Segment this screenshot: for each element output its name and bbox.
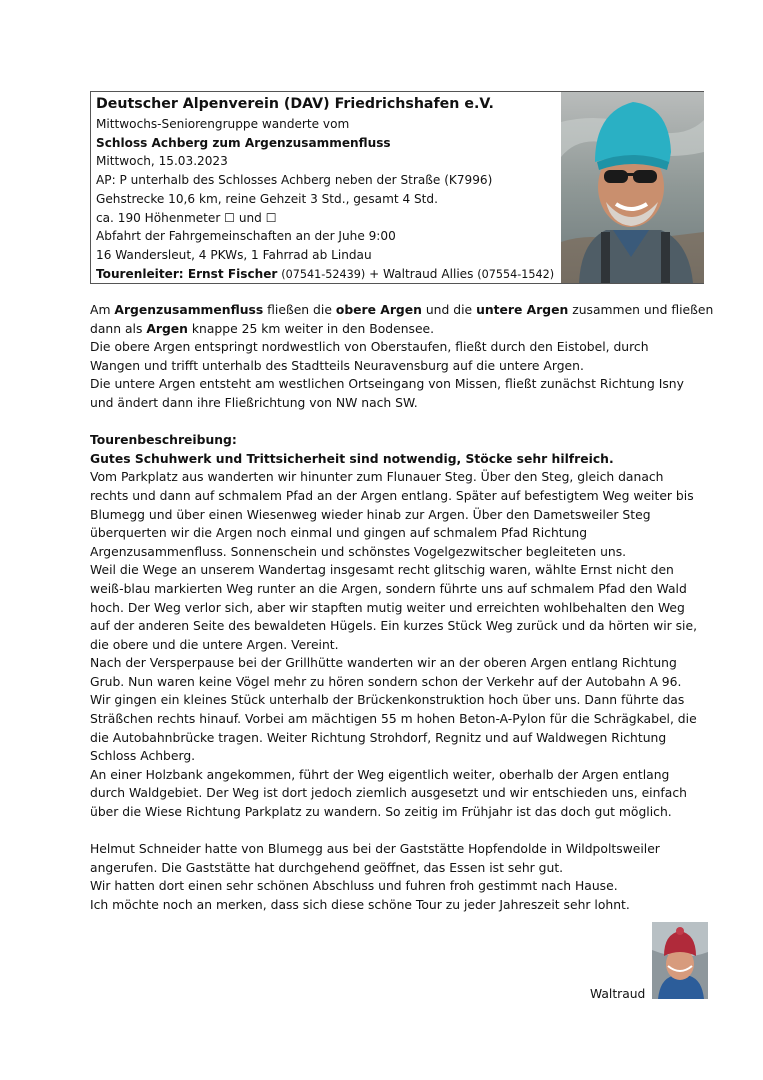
elevation-line: ca. 190 Höhenmeter ☐ und ☐ — [96, 210, 277, 225]
distance-line: Gehstrecke 10,6 km, reine Gehzeit 3 Std., gesamt 4 Std. — [96, 191, 438, 206]
group-line: Mittwochs-Seniorengruppe wanderte vom — [96, 117, 350, 131]
tour-title: Schloss Achberg zum Argenzusammenfluss — [96, 135, 391, 150]
tour-line: Grub. Nun waren keine Vögel mehr zu hören sondern schon der Verkehr auf der Autobahn A 96. — [90, 674, 682, 689]
intro-line — [90, 320, 710, 339]
text-run: dann als — [90, 321, 147, 336]
article-body — [90, 301, 714, 915]
tour-subheading — [90, 450, 710, 469]
text-run: zusammen und fließen — [568, 303, 714, 317]
paragraph-gap — [90, 822, 710, 841]
closing-line: Ich möchte noch an merken, dass sich diese schöne Tour zu jeder Jahreszeit sehr lohnt. — [90, 898, 630, 912]
tour-line: Wir gingen ein kleines Stück unterhalb der Brückenkonstruktion hoch über uns. Dann führte das — [90, 693, 685, 708]
tour-line: Argenzusammenfluss. Sonnenschein und schönstes Vogelgezwitscher begleiteten uns. — [90, 544, 627, 559]
tour-line: weiß-blau markierten Weg runter an die Argen, sondern führte uns auf schmalem Pfad den Wald — [90, 581, 687, 596]
tour-line: überquerten wir die Argen noch einmal und gingen auf schmalem Pfad Richtung — [90, 526, 588, 541]
tour-line: durch Waldgebiet. Der Weg ist dort jedoch ziemlich ausgesetzt und wir entschieden uns, einfach — [90, 786, 687, 801]
hiker-photo — [561, 92, 704, 283]
intro-line: Wangen und trifft unterhalb des Stadtteils Neuravensburg auf die untere Argen. — [90, 358, 584, 373]
signature: Waltraud — [590, 987, 646, 1001]
closing-line: Helmut Schneider hatte von Blumegg aus bei der Gaststätte Hopfendolde in Wildpoltsweiler — [90, 842, 660, 857]
header-box — [90, 91, 704, 284]
leader-rest: + Waltraud Allies — [369, 266, 474, 281]
text-run: und die — [421, 303, 477, 317]
bold-run: Argen — [146, 321, 188, 336]
tour-line: Sträßchen rechts hinauf. Vorbei am mächtigen 55 m hohen Beton-A-Pylon für die Schrägkabel, die — [90, 712, 697, 727]
intro-line: Die untere Argen entsteht am westlichen Ortseingang von Missen, fließt zunächst Richtung Isny — [90, 377, 684, 392]
participants-line: 16 Wandersleut, 4 PKWs, 1 Fahrrad ab Lindau — [96, 247, 372, 262]
closing-line: angerufen. Die Gaststätte hat durchgehend geöffnet, das Essen ist sehr gut. — [90, 860, 564, 875]
tour-heading-text: Tourenbeschreibung: — [90, 433, 237, 448]
tour-line: rechts und dann auf schmalem Pfad an der Argen entlang. Später auf befestigtem Weg weiter bis — [90, 488, 694, 503]
paragraph-gap — [90, 413, 710, 432]
tour-line: Weil die Wege an unserem Wandertag insgesamt recht glitschig waren, wählte Ernst nicht den — [90, 563, 674, 578]
tour-line: Vom Parkplatz aus wanderten wir hinunter zum Flunauer Steg. Über den Steg, gleich danach — [90, 470, 664, 485]
bold-run: Argenzusammenfluss — [114, 303, 264, 317]
tour-line: auf der anderen Seite des bewaldeten Hügels. Ein kurzes Stück Weg zurück und da hörten wir sie, — [90, 619, 698, 634]
tour-line: über die Wiese Richtung Parkplatz zu wandern. So zeitig im Frühjahr ist das doch gut möglich. — [90, 805, 672, 820]
header-text — [96, 94, 556, 284]
text-run: fließen die — [263, 303, 336, 317]
header-title: Deutscher Alpenverein (DAV) Friedrichshafen e.V. — [96, 96, 494, 112]
tour-line: Schloss Achberg. — [90, 749, 196, 764]
leader-line — [96, 265, 556, 285]
meeting-point-line: AP: P unterhalb des Schlosses Achberg neben der Straße (K7996) — [96, 173, 493, 188]
leader-phone-2: (07554-1542) — [477, 267, 555, 281]
intro-line — [90, 301, 714, 320]
departure-line: Abfahrt der Fahrgemeinschaften an der Juhe 9:00 — [96, 229, 396, 244]
author-photo — [652, 922, 708, 999]
bold-run: obere Argen — [335, 303, 422, 317]
tour-line: Blumegg und über einen Wiesenweg wieder hinab zur Argen. Über den Dametsweiler Steg — [90, 507, 651, 522]
tour-line: die obere und die untere Argen. Vereint. — [90, 637, 339, 652]
date-line: Mittwoch, 15.03.2023 — [96, 154, 228, 169]
text-run: Am — [90, 303, 115, 317]
tour-line: Nach der Versperpause bei der Grillhütte wanderten wir an der oberen Argen entlang Richtung — [90, 656, 677, 671]
closing-line: Wir hatten dort einen sehr schönen Abschluss und fuhren froh gestimmt nach Hause. — [90, 879, 618, 894]
leader-label: Tourenleiter: Ernst Fischer — [96, 266, 278, 281]
intro-line: Die obere Argen entspringt nordwestlich von Oberstaufen, fließt durch den Eistobel, durch — [90, 340, 649, 355]
tour-line: die Autobahnbrücke tragen. Weiter Richtung Strohdorf, Regnitz und auf Waldwegen Richtung — [90, 730, 667, 745]
leader-phone: (07541-52439) — [281, 267, 366, 281]
bold-run: untere Argen — [476, 303, 569, 317]
tour-heading — [90, 431, 710, 450]
intro-line: und ändert dann ihre Fließrichtung von NW nach SW. — [90, 395, 418, 410]
text-run: knappe 25 km weiter in den Bodensee. — [187, 321, 435, 336]
tour-line: An einer Holzbank angekommen, führt der Weg eigentlich weiter, oberhalb der Argen entlang — [90, 767, 670, 782]
tour-subheading-text: Gutes Schuhwerk und Trittsicherheit sind notwendig, Stöcke sehr hilfreich. — [90, 451, 614, 466]
tour-line: hoch. Der Weg verlor sich, aber wir stapften mutig weiter und erreichten wohlbehalten den Weg — [90, 600, 685, 615]
